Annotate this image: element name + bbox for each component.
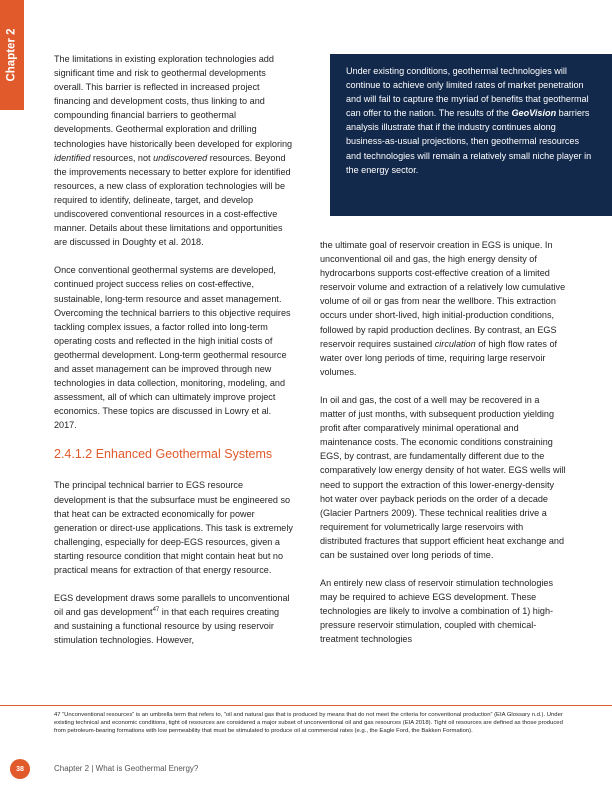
callout-box	[330, 54, 612, 216]
left-column	[54, 52, 296, 661]
right-p1-text-b: of high flow rates of water over long periods of time, requiring large reservoir volumes.	[320, 338, 558, 377]
right-paragraph-1	[320, 238, 566, 379]
callout-em-geovision: GeoVision	[511, 108, 557, 119]
footnote-divider	[0, 705, 612, 706]
left-p1-text-c: resources. Beyond the improvements necessary to better explore for identified resources, a new class of exploration technologies will be required to identify, delineate, target, and develop undiscovered conventional resources in a cost-effective manner. Details about these limitations and opportunities are discussed in Doughty et al. 2018.	[54, 152, 291, 248]
left-p4-text-a: EGS development draws some parallels to unconventional oil and gas development	[54, 593, 290, 618]
left-paragraph-2: Once conventional geothermal systems are developed, continued project success relies on cost-effective, sustainable, long-term resource and asset management. Overcoming the technical barriers to this objective requires tackling complex issues, a factor rolled into long-term operating costs and reflected in the high initial costs of geothermal development. Long-term geothermal resource and asset management can be improved through new technologies in data collection, monitoring, modeling, and assessment, all of which can ultimately improve project economics. These topics are discussed in Lowry et al. 2017.	[54, 265, 291, 431]
left-paragraph-1	[54, 52, 296, 249]
left-p1-text-a: The limitations in existing exploration technologies add significant time and risk to geothermal developments overall. This barrier is reflected in increased project financing and development costs, thus linking to and compounding financial barriers to geothermal developments. Geothermal exploration and drilling technologies have historically been developed for exploring	[54, 54, 293, 149]
left-p1-em-identified: identified	[54, 152, 91, 163]
callout-text-a: Under existing conditions, geothermal technologies will continue to achieve only limited rates of market penetration and will fail to capture the myriad of benefits that geothermal can offer to the nation. The results of the	[346, 66, 589, 119]
footnote-ref-47[interactable]: 47	[152, 607, 160, 614]
chapter-tab-label: Chapter 2	[6, 28, 19, 82]
chapter-tab	[0, 0, 24, 110]
right-paragraph-3: An entirely new class of reservoir stimulation technologies may be required to achieve EGS development. These technologies are likely to involve a combination of 1) high-pressure reservoir stimulation, coupled with chemical-treatment technologies	[320, 578, 554, 645]
footnote-47: 47 “Unconventional resources” is an umbrella term that refers to, “oil and natural gas that is produced by means that do not meet the criteria for conventional production” (EIA Glossary n.d.). Under existing technical and economic conditions, tight oil resources are considered a major subset of unconventional oil and gas resources (EIA 2018). Tight oil resources are defined as those produced from petroleum-bearing formations with low permeability that must be stimulated to produce oil at commercial rates (e.g., the Eagle Ford, the Bakken Formation).	[54, 712, 563, 734]
left-p4-text-b: in that each requires creating and sustaining a functional resource by using reservoir stimulation technologies. However,	[54, 607, 280, 646]
left-paragraph-3: The principal technical barrier to EGS resource development is that the subsurface must be engineered so that heat can be extracted economically for power generation or direct-use applications. This task is extremely challenging, especially for deep-EGS resources, given a starting resource condition that might contain heat but no practical means for extraction of that energy resource.	[54, 480, 293, 575]
section-heading: 2.4.1.2 Enhanced Geothermal Systems	[54, 447, 273, 462]
right-paragraph-2: In oil and gas, the cost of a well may be recovered in a matter of just months, with subsequent production yielding profit after comparatively minimal operational and maintenance costs. The economic conditions constraining EGS, by contrast, are fundamentally different due to the comparatively low energy density of hot water. EGS wells will need to support the extraction of this lower-energy-density hot water over payback periods on the order of a decade (Glacier Partners 2009). These technical realities drive a requirement for volumetrically large reservoirs with distributed fractures that support efficient heat exchange and can be sustained over long periods of time.	[320, 394, 566, 560]
left-paragraph-4	[54, 591, 296, 647]
right-p1-text-a: the ultimate goal of reservoir creation in EGS is unique. In unconventional oil and gas, the high energy density of hydrocarbons supports cost-effective creation of a limited reservoir volume and extraction of a relatively low cumulative volume of oil or gas from near the wellbore. This extraction occurs under short-lived, high initial-production conditions, followed by rapid production declines. By contrast, an EGS reservoir requires sustained	[320, 240, 566, 349]
left-p1-em-undiscovered: undiscovered	[153, 152, 208, 163]
page-number-badge: 38	[10, 759, 30, 779]
right-p1-em-circulation: circulation	[434, 338, 476, 349]
right-column	[320, 238, 566, 661]
callout-text-b: barriers analysis illustrate that if the industry continues along business-as-usual projections, then geothermal resources and technologies will remain a relatively small niche player in the energy sector.	[346, 108, 592, 175]
left-p1-text-b: resources, not	[90, 152, 154, 163]
running-footer: Chapter 2 | What is Geothermal Energy?	[54, 764, 199, 773]
